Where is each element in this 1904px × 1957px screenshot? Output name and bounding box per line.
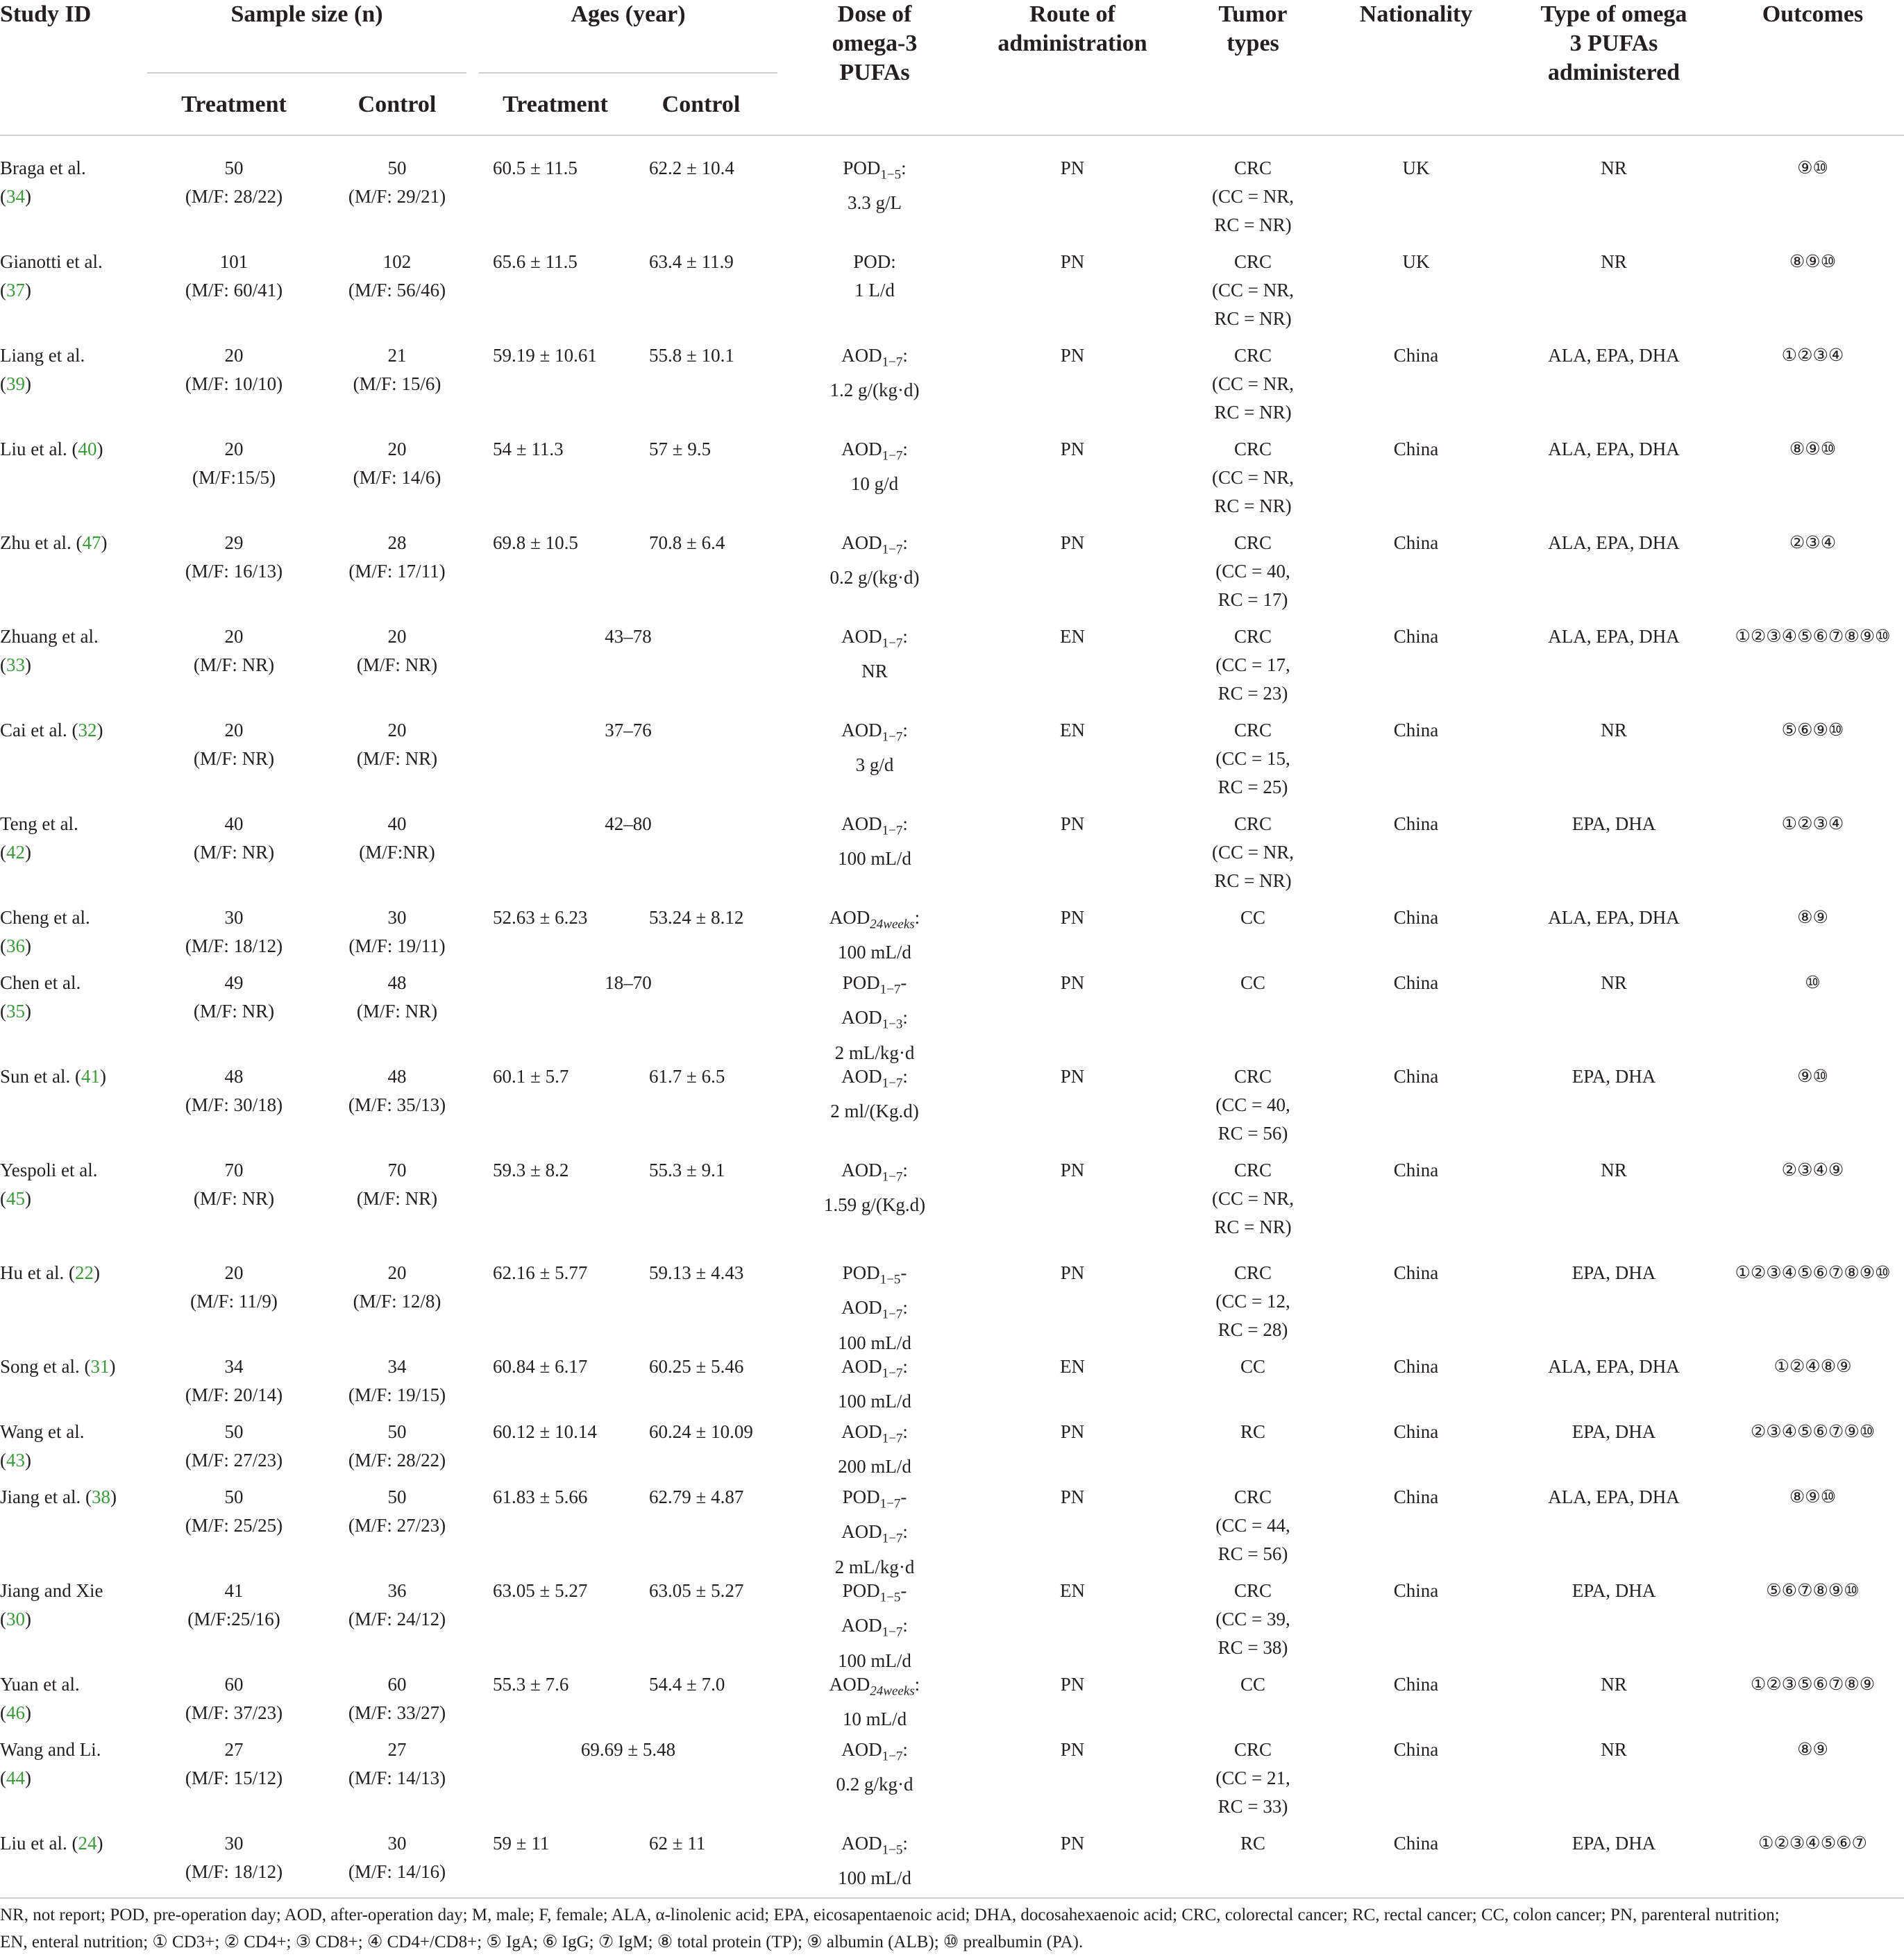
cell-nation: China	[1393, 813, 1439, 834]
cell-tumor: CRC (CC = NR, RC = NR)	[1212, 345, 1294, 423]
cell-tumor: CRC (CC = 40, RC = 56)	[1215, 1066, 1290, 1144]
cell-tumor: CRC (CC = NR, RC = NR)	[1212, 1160, 1294, 1237]
footnote-line: NR, not report; POD, pre-operation day; AOD, after-operation day; M, male; F, female; ALA, α-linolenic acid; EPA, eicosapentaenoic acid; DHA, docosahexaenoic acid; CRC, colorectal cancer; RC, rectal cancer; CC, colon cancer; PN, parenteral nutrition;	[0, 1906, 1780, 1924]
citation-link[interactable]: 31	[90, 1356, 110, 1377]
cell-route: PN	[1060, 1739, 1085, 1760]
cell-t-age: 55.3 ± 7.6	[493, 1674, 569, 1695]
cell-c-age: 54.4 ± 7.0	[649, 1674, 725, 1695]
cell-t-n: 20 (M/F: NR)	[193, 626, 275, 675]
cell-tumor: CRC (CC = NR, RC = NR)	[1212, 251, 1294, 329]
cell-nation: China	[1393, 532, 1439, 553]
cell-nation: China	[1393, 972, 1439, 993]
cell-type: ALA, EPA, DHA	[1548, 439, 1680, 459]
citation-link[interactable]: 22	[74, 1262, 94, 1283]
cell-outcomes: ⑩	[1805, 974, 1821, 992]
cell-type: NR	[1601, 158, 1627, 178]
cell-t-n: 20 (M/F:15/5)	[192, 439, 276, 488]
cell-route: EN	[1060, 626, 1085, 647]
cell-study: Liang et al. (39)	[0, 345, 85, 394]
header-sample-control: Control	[357, 92, 437, 117]
cell-c-n: 36 (M/F: 24/12)	[348, 1580, 446, 1629]
cell-c-n: 50 (M/F: 29/21)	[348, 158, 446, 207]
cell-t-n: 49 (M/F: NR)	[193, 972, 275, 1022]
cell-t-n: 50 (M/F: 28/22)	[185, 158, 283, 207]
header-sample-size: Sample size (n)	[230, 1, 383, 27]
cell-c-age: 60.25 ± 5.46	[649, 1356, 744, 1377]
cell-t-age: 69.8 ± 10.5	[493, 532, 578, 553]
header-dose: Dose of omega-3 PUFAs	[832, 1, 918, 85]
cell-dose: $POD_{1-7}-$ $AOD_{1-7}$: 2 mL/kg·d	[834, 1486, 915, 1577]
cell-type: EPA, DHA	[1572, 1833, 1656, 1854]
cell-tumor: CRC (CC = 12, RC = 28)	[1215, 1262, 1290, 1340]
cell-t-age: 60.84 ± 6.17	[493, 1356, 588, 1377]
cell-nation: China	[1393, 345, 1439, 366]
cell-c-n: 27 (M/F: 14/13)	[348, 1739, 446, 1788]
cell-c-n: 34 (M/F: 19/15)	[348, 1356, 446, 1405]
cell-age-span: 42–80	[605, 813, 652, 834]
citation-link[interactable]: 30	[6, 1609, 25, 1629]
table-bottom-rule	[0, 1897, 1904, 1899]
cell-tumor: CRC (CC = 17, RC = 23)	[1215, 626, 1290, 704]
header-subrule-ages	[479, 72, 777, 74]
cell-outcomes: ②③④⑨	[1781, 1161, 1844, 1180]
cell-outcomes: ①②③④⑤⑥⑦⑧⑨⑩	[1735, 1264, 1891, 1282]
cell-age-span: 37–76	[605, 720, 652, 740]
cell-route: PN	[1060, 1066, 1085, 1087]
cell-route: PN	[1060, 251, 1085, 272]
cell-c-age: 55.3 ± 9.1	[649, 1160, 725, 1180]
cell-dose: $POD_{1-7}-$ $AOD_{1-3}$: 2 mL/kg·d	[834, 972, 915, 1063]
cell-study: Jiang et al. (38)	[0, 1486, 117, 1507]
cell-dose: $AOD_{1-7}$: 0.2 g/(kg·d)	[829, 532, 920, 588]
cell-tumor: RC	[1240, 1421, 1266, 1442]
cell-study: Hu et al. (22)	[0, 1262, 100, 1283]
cell-dose: $AOD_{1-7}$: 1.2 g/(kg·d)	[829, 345, 920, 401]
cell-outcomes: ①②④⑧⑨	[1774, 1357, 1852, 1376]
cell-c-age: 53.24 ± 8.12	[649, 907, 744, 928]
header-route: Route of administration	[997, 1, 1147, 56]
cell-route: PN	[1060, 972, 1085, 993]
cell-c-age: 60.24 ± 10.09	[649, 1421, 753, 1442]
cell-nation: China	[1393, 1580, 1439, 1601]
cell-age-span: 69.69 ± 5.48	[580, 1739, 676, 1760]
cell-type: ALA, EPA, DHA	[1548, 1486, 1680, 1507]
citation-link[interactable]: 34	[6, 186, 25, 207]
citation-link[interactable]: 24	[78, 1833, 97, 1854]
cell-t-age: 61.83 ± 5.66	[493, 1486, 588, 1507]
cell-type: NR	[1601, 720, 1627, 740]
citation-link[interactable]: 45	[6, 1188, 25, 1209]
header-age-control: Control	[662, 92, 741, 117]
cell-route: PN	[1060, 813, 1085, 834]
cell-dose: $AOD_{1-7}$: 200 mL/d	[838, 1421, 911, 1477]
citation-link[interactable]: 44	[6, 1768, 25, 1788]
cell-c-n: 20 (M/F: 12/8)	[353, 1262, 441, 1312]
header-ages: Ages (year)	[571, 1, 686, 27]
cell-route: EN	[1060, 1580, 1085, 1601]
cell-tumor: RC	[1240, 1833, 1266, 1854]
cell-study: Liu et al. (24)	[0, 1833, 103, 1854]
citation-link[interactable]: 47	[82, 532, 101, 553]
cell-tumor: CC	[1240, 972, 1266, 993]
cell-t-age: 59 ± 11	[493, 1833, 550, 1854]
cell-nation: China	[1393, 1421, 1439, 1442]
cell-t-n: 48 (M/F: 30/18)	[185, 1066, 283, 1115]
citation-link[interactable]: 39	[6, 373, 25, 394]
cell-c-age: 70.8 ± 6.4	[649, 532, 725, 553]
cell-outcomes: ⑨⑩	[1797, 159, 1828, 178]
cell-nation: China	[1393, 1262, 1439, 1283]
cell-c-n: 102 (M/F: 56/46)	[348, 251, 446, 300]
cell-route: PN	[1060, 1674, 1085, 1695]
cell-tumor: CRC (CC = 40, RC = 17)	[1215, 532, 1290, 610]
citation-link[interactable]: 33	[6, 654, 25, 675]
cell-tumor: CRC (CC = 21, RC = 33)	[1215, 1739, 1290, 1817]
cell-route: PN	[1060, 907, 1085, 928]
header-subrule-sample	[147, 72, 466, 74]
cell-dose: $AOD_{1-7}$: 3 g/d	[841, 720, 908, 776]
cell-study: Cheng et al. (36)	[0, 907, 90, 956]
cell-route: PN	[1060, 345, 1085, 366]
cell-nation: China	[1393, 907, 1439, 928]
cell-nation: China	[1393, 1674, 1439, 1695]
cell-study: Teng et al. (42)	[0, 813, 78, 863]
cell-outcomes: ⑧⑨⑩	[1789, 253, 1837, 271]
citation-link[interactable]: 38	[91, 1486, 110, 1507]
cell-dose: $AOD_{1-7}$: 10 g/d	[841, 439, 908, 495]
cell-t-n: 30 (M/F: 18/12)	[185, 907, 283, 956]
cell-c-n: 20 (M/F: NR)	[356, 720, 438, 769]
cell-t-n: 50 (M/F: 27/23)	[185, 1421, 283, 1471]
header-sample-treatment: Treatment	[181, 92, 287, 117]
cell-route: PN	[1060, 1421, 1085, 1442]
cell-type: EPA, DHA	[1572, 813, 1656, 834]
cell-outcomes: ①②③④	[1781, 346, 1844, 365]
cell-outcomes: ①②③④⑤⑥⑦⑧⑨⑩	[1735, 627, 1891, 646]
cell-type: NR	[1601, 972, 1627, 993]
cell-route: PN	[1060, 532, 1085, 553]
cell-tumor: CC	[1240, 1674, 1266, 1695]
citation-link[interactable]: 41	[81, 1066, 100, 1087]
cell-c-n: 28 (M/F: 17/11)	[348, 532, 446, 582]
cell-c-n: 20 (M/F: NR)	[356, 626, 438, 675]
cell-outcomes: ②③④	[1789, 534, 1837, 552]
cell-route: PN	[1060, 1160, 1085, 1180]
cell-outcomes: ⑤⑥⑨⑩	[1781, 721, 1844, 740]
cell-nation: China	[1393, 1833, 1439, 1854]
cell-tumor: CRC (CC = 15, RC = 25)	[1215, 720, 1290, 797]
cell-study: Chen et al. (35)	[0, 972, 81, 1022]
cell-study: Zhuang et al. (33)	[0, 626, 99, 675]
cell-type: ALA, EPA, DHA	[1548, 907, 1680, 928]
citation-link[interactable]: 37	[6, 280, 25, 300]
cell-c-n: 50 (M/F: 28/22)	[348, 1421, 446, 1471]
cell-t-n: 20 (M/F: 11/9)	[190, 1262, 278, 1312]
cell-type: ALA, EPA, DHA	[1548, 532, 1680, 553]
cell-study: Braga et al. (34)	[0, 158, 86, 207]
cell-c-age: 61.7 ± 6.5	[649, 1066, 725, 1087]
cell-outcomes: ②③④⑤⑥⑦⑨⑩	[1750, 1423, 1876, 1441]
cell-c-n: 40 (M/F:NR)	[359, 813, 435, 863]
cell-tumor: CRC (CC = NR, RC = NR)	[1212, 439, 1294, 516]
header-bottom-rule	[0, 135, 1904, 136]
header-tumor: Tumor types	[1218, 1, 1288, 56]
cell-outcomes: ⑨⑩	[1797, 1067, 1828, 1086]
cell-nation: China	[1393, 720, 1439, 740]
citation-link[interactable]: 40	[78, 439, 97, 459]
cell-outcomes: ⑧⑨	[1797, 908, 1828, 927]
cell-outcomes: ⑧⑨⑩	[1789, 440, 1837, 459]
cell-age-span: 43–78	[605, 626, 652, 647]
cell-t-n: 50 (M/F: 25/25)	[185, 1486, 283, 1536]
cell-study: Wang and Li. (44)	[0, 1739, 101, 1788]
cell-route: PN	[1060, 439, 1085, 459]
footnote-line: EN, enteral nutrition; ① CD3+; ② CD4+; ③ CD8+; ④ CD4+/CD8+; ⑤ IgA; ⑥ IgG; ⑦ IgM; ⑧ total protein (TP); ⑨ albumin (ALB); ⑩ prealbumin (PA).	[0, 1933, 1084, 1951]
cell-route: PN	[1060, 1486, 1085, 1507]
cell-type: NR	[1601, 1160, 1627, 1180]
cell-outcomes: ①②③④	[1781, 815, 1844, 833]
cell-t-age: 59.3 ± 8.2	[493, 1160, 569, 1180]
cell-study: Yespoli et al. (45)	[0, 1160, 98, 1209]
cell-c-n: 30 (M/F: 19/11)	[348, 907, 446, 956]
cell-t-age: 54 ± 11.3	[493, 439, 564, 459]
header-study-id: Study ID	[0, 1, 92, 27]
cell-type: NR	[1601, 1674, 1627, 1695]
cell-type: NR	[1601, 1739, 1627, 1760]
cell-t-age: 62.16 ± 5.77	[493, 1262, 588, 1283]
cell-nation: China	[1393, 439, 1439, 459]
cell-outcomes: ①②③④⑤⑥⑦	[1758, 1834, 1867, 1853]
cell-c-n: 21 (M/F: 15/6)	[353, 345, 441, 394]
cell-tumor: CRC (CC = NR, RC = NR)	[1212, 158, 1294, 235]
citation-link[interactable]: 43	[6, 1450, 25, 1471]
cell-t-n: 41 (M/F:25/16)	[187, 1580, 280, 1629]
cell-c-n: 20 (M/F: 14/6)	[353, 439, 441, 488]
cell-t-n: 20 (M/F: NR)	[193, 720, 275, 769]
table-footnote	[0, 1901, 1904, 1956]
header-nationality: Nationality	[1359, 1, 1473, 27]
cell-t-n: 70 (M/F: NR)	[193, 1160, 275, 1209]
cell-type: ALA, EPA, DHA	[1548, 626, 1680, 647]
cell-nation: China	[1393, 1739, 1439, 1760]
cell-dose: $POD_{1-5}-$ $AOD_{1-7}$: 100 mL/d	[838, 1580, 911, 1671]
cell-nation: China	[1393, 1066, 1439, 1087]
header-outcomes: Outcomes	[1762, 1, 1864, 27]
cell-study: Cai et al. (32)	[0, 720, 103, 740]
cell-t-age: 65.6 ± 11.5	[493, 251, 578, 272]
cell-nation: China	[1393, 1160, 1439, 1180]
cell-outcomes: ⑤⑥⑦⑧⑨⑩	[1766, 1582, 1860, 1600]
cell-c-n: 70 (M/F: NR)	[356, 1160, 438, 1209]
cell-c-age: 62.2 ± 10.4	[649, 158, 734, 178]
cell-route: PN	[1060, 158, 1085, 178]
cell-c-n: 30 (M/F: 14/16)	[348, 1833, 446, 1882]
cell-dose: $AOD_{1-7}$: 100 mL/d	[838, 813, 911, 870]
cell-outcomes: ①②③⑤⑥⑦⑧⑨	[1750, 1675, 1876, 1694]
header-age-treatment: Treatment	[503, 92, 608, 117]
header-type: Type of omega 3 PUFAs administered	[1540, 1, 1687, 85]
cell-dose: $AOD_{1-7}$: 2 ml/(Kg.d)	[830, 1066, 919, 1122]
cell-t-age: 52.63 ± 6.23	[493, 907, 588, 928]
cell-outcomes: ⑧⑨⑩	[1789, 1488, 1837, 1507]
cell-c-n: 60 (M/F: 33/27)	[348, 1674, 446, 1723]
cell-type: ALA, EPA, DHA	[1548, 345, 1680, 366]
cell-study: Jiang and Xie (30)	[0, 1580, 103, 1629]
cell-tumor: CC	[1240, 907, 1266, 928]
cell-t-n: 101 (M/F: 60/41)	[185, 251, 283, 300]
cell-dose: $AOD_{1-5}$: 100 mL/d	[838, 1833, 911, 1889]
cell-t-age: 59.19 ± 10.61	[493, 345, 597, 366]
cell-dose: $AOD_{1-7}$: NR	[841, 626, 908, 682]
cell-t-age: 60.5 ± 11.5	[493, 158, 578, 178]
cell-c-age: 55.8 ± 10.1	[649, 345, 734, 366]
cell-study: Yuan et al. (46)	[0, 1674, 80, 1723]
cell-dose: $POD_{1-5}-$ $AOD_{1-7}$: 100 mL/d	[838, 1262, 911, 1353]
cell-t-n: 29 (M/F: 16/13)	[185, 532, 283, 582]
cell-dose: $POD_{1-5}$: 3.3 g/L	[843, 158, 907, 214]
cell-type: EPA, DHA	[1572, 1580, 1656, 1601]
cell-c-age: 62.79 ± 4.87	[649, 1486, 744, 1507]
cell-c-age: 59.13 ± 4.43	[649, 1262, 744, 1283]
cell-t-n: 60 (M/F: 37/23)	[185, 1674, 283, 1723]
cell-c-n: 48 (M/F: 35/13)	[348, 1066, 446, 1115]
cell-t-n: 30 (M/F: 18/12)	[185, 1833, 283, 1882]
cell-dose: POD: 1 L/d	[853, 251, 896, 300]
cell-type: EPA, DHA	[1572, 1421, 1656, 1442]
cell-c-age: 62 ± 11	[649, 1833, 706, 1854]
cell-t-n: 34 (M/F: 20/14)	[185, 1356, 283, 1405]
cell-c-n: 50 (M/F: 27/23)	[348, 1486, 446, 1536]
cell-t-n: 20 (M/F: 10/10)	[185, 345, 283, 394]
cell-study: Zhu et al. (47)	[0, 532, 108, 553]
cell-nation: UK	[1402, 158, 1430, 178]
cell-type: EPA, DHA	[1572, 1262, 1656, 1283]
cell-t-n: 40 (M/F: NR)	[193, 813, 275, 863]
citation-link[interactable]: 46	[6, 1702, 25, 1723]
cell-outcomes: ⑧⑨	[1797, 1740, 1828, 1759]
cell-t-age: 60.1 ± 5.7	[493, 1066, 569, 1087]
cell-c-age: 57 ± 9.5	[649, 439, 711, 459]
cell-dose: $AOD_{1-7}$: 100 mL/d	[838, 1356, 911, 1412]
cell-study: Liu et al. (40)	[0, 439, 103, 459]
cell-tumor: CRC (CC = NR, RC = NR)	[1212, 813, 1294, 891]
citation-link[interactable]: 32	[78, 720, 97, 740]
cell-type: ALA, EPA, DHA	[1548, 1356, 1680, 1377]
cell-t-n: 27 (M/F: 15/12)	[185, 1739, 283, 1788]
cell-dose: $AOD_{1-7}$: 0.2 g/kg·d	[836, 1739, 913, 1795]
cell-route: PN	[1060, 1262, 1085, 1283]
cell-route: PN	[1060, 1833, 1085, 1854]
cell-type: NR	[1601, 251, 1627, 272]
cell-dose: $AOD_{1-7}$: 1.59 g/(Kg.d)	[823, 1160, 926, 1216]
cell-dose: $AOD_{24weeks}$: 10 mL/d	[829, 1674, 920, 1730]
cell-c-age: 63.05 ± 5.27	[649, 1580, 744, 1601]
cell-nation: China	[1393, 1356, 1439, 1377]
cell-t-age: 60.12 ± 10.14	[493, 1421, 597, 1442]
citation-link[interactable]: 36	[6, 935, 25, 956]
cell-tumor: CC	[1240, 1356, 1266, 1377]
cell-study: Gianotti et al. (37)	[0, 251, 103, 300]
cell-tumor: CRC (CC = 39, RC = 38)	[1215, 1580, 1290, 1658]
cell-study: Song et al. (31)	[0, 1356, 116, 1377]
cell-nation: UK	[1402, 251, 1430, 272]
cell-age-span: 18–70	[605, 972, 652, 993]
cell-route: EN	[1060, 1356, 1085, 1377]
cell-tumor: CRC (CC = 44, RC = 56)	[1215, 1486, 1290, 1564]
cell-c-age: 63.4 ± 11.9	[649, 251, 734, 272]
cell-study: Sun et al. (41)	[0, 1066, 106, 1087]
cell-nation: China	[1393, 1486, 1439, 1507]
citation-link[interactable]: 35	[6, 1001, 25, 1022]
cell-t-age: 63.05 ± 5.27	[493, 1580, 588, 1601]
cell-nation: China	[1393, 626, 1439, 647]
citation-link[interactable]: 42	[6, 842, 25, 863]
cell-study: Wang et al. (43)	[0, 1421, 85, 1471]
cell-c-n: 48 (M/F: NR)	[356, 972, 438, 1022]
cell-type: EPA, DHA	[1572, 1066, 1656, 1087]
cell-route: EN	[1060, 720, 1085, 740]
cell-dose: $AOD_{24weeks}$: 100 mL/d	[829, 907, 920, 963]
